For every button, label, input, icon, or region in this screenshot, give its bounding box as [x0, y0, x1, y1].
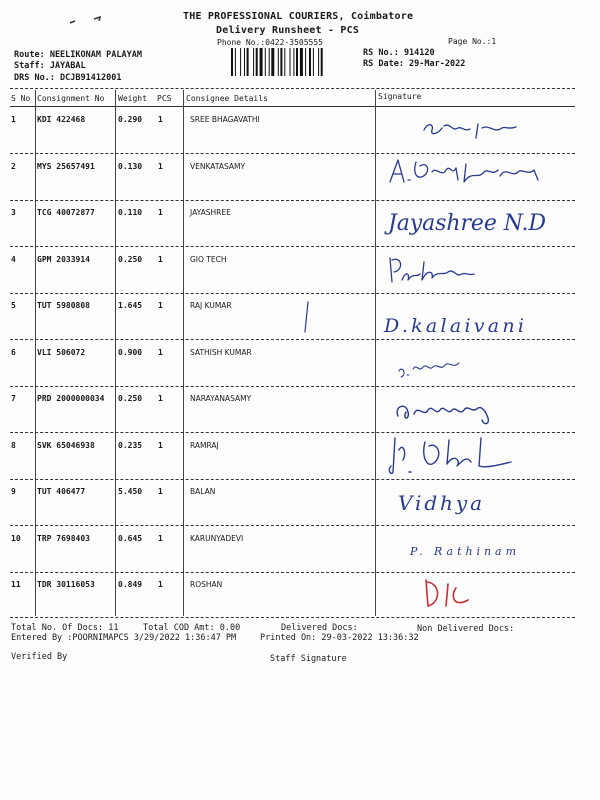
row-serial-number: 7 [11, 394, 16, 403]
row-serial-number: 1 [11, 115, 16, 124]
row-separator [10, 525, 575, 526]
barcode-bar [309, 48, 311, 76]
barcode-bar [235, 48, 236, 76]
printed-on: Printed On: 29-03-2022 13:36:32 [260, 633, 419, 643]
row-separator [10, 293, 575, 294]
row-consignee-name: SATHISH KUMAR [190, 347, 252, 357]
row-weight: 5.450 [118, 487, 143, 496]
barcode-bar [278, 48, 279, 76]
row-pieces: 1 [158, 301, 163, 310]
row-consignment-number: TCG 40072877 [37, 208, 95, 217]
barcode-bar [313, 48, 314, 76]
barcode-bar [253, 48, 254, 76]
column-header-weight: Weight [118, 94, 147, 103]
scan-mark [68, 14, 108, 28]
barcode-bar [269, 48, 270, 76]
row-weight: 0.250 [118, 394, 143, 403]
signature-row-9 [396, 484, 486, 518]
row-serial-number: 2 [11, 161, 16, 171]
row-serial-number: 4 [11, 254, 16, 264]
column-divider [115, 90, 116, 616]
row-pieces: 1 [158, 580, 163, 589]
stray-pen-mark [302, 300, 312, 334]
barcode-bar [247, 48, 249, 76]
row-pieces: 1 [158, 208, 163, 217]
row-separator [10, 572, 575, 573]
column-header-consignee: Consignee Details [186, 94, 268, 103]
barcode-bar [260, 48, 263, 76]
staff-signature-label: Staff Signature [270, 654, 347, 664]
sheet-title: Delivery Runsheet - PCS [216, 25, 360, 36]
row-consignee-name: SREE BHAGAVATHI [190, 115, 260, 124]
row-weight: 0.645 [118, 533, 143, 543]
barcode-bar [290, 48, 291, 76]
barcode-bar [231, 48, 233, 76]
page-number: Page No.:1 [448, 37, 497, 46]
column-divider [375, 90, 376, 616]
barcode-bar [271, 48, 274, 76]
row-serial-number: 6 [11, 347, 16, 357]
column-header-consignment: Consignment No [37, 94, 105, 103]
row-separator [10, 246, 575, 247]
row-pieces: 1 [158, 115, 163, 124]
column-header-pcs: PCS [157, 94, 172, 103]
phone-number: Phone No.:0422-3505555 [217, 38, 323, 47]
svg-text:Vidhya: Vidhya [398, 491, 482, 515]
barcode-bar [256, 48, 258, 76]
row-weight: 0.900 [118, 347, 143, 357]
row-consignee-name: VENKATASAMY [190, 161, 246, 171]
row-weight: 0.235 [118, 440, 143, 450]
row-weight: 0.849 [118, 580, 143, 589]
row-pieces: 1 [158, 533, 163, 543]
row-consignee-name: KARUNYADEVI [190, 533, 244, 543]
row-pieces: 1 [158, 161, 163, 171]
route-label: Route: NEELIKONAM PALAYAM [14, 50, 142, 60]
column-divider [35, 90, 36, 616]
row-serial-number: 5 [11, 301, 16, 310]
row-consignment-number: TRP 7698403 [37, 533, 90, 543]
row-consignment-number: GPM 2033914 [37, 254, 90, 264]
row-weight: 0.110 [118, 208, 143, 217]
drs-number: DRS No.: DCJB91412001 [14, 73, 122, 83]
row-serial-number: 11 [11, 580, 21, 589]
row-consignment-number: PRD 2000000034 [37, 394, 105, 403]
row-consignee-name: ROSHAN [190, 580, 223, 589]
verified-by-label: Verified By [11, 652, 68, 662]
row-consignment-number: KDI 422468 [37, 115, 86, 124]
row-consignee-name: BALAN [190, 487, 216, 496]
barcode-bar [293, 48, 294, 76]
entered-by: Entered By :POORNIMAPCS 3/29/2022 1:36:47 PM [11, 633, 237, 643]
barcode-bar [244, 48, 245, 76]
svg-text:D.kalaivani: D.kalaivani [384, 315, 524, 337]
signature-row-10 [408, 538, 520, 562]
barcode-bar [280, 48, 282, 76]
signature-row-8 [385, 432, 525, 480]
row-consignee-name: RAMRAJ [190, 440, 219, 450]
rs-number: RS No.: 914120 [363, 48, 435, 58]
delivered-docs: Delivered Docs: [281, 623, 358, 633]
barcode-bar [284, 48, 285, 76]
row-consignee-name: RAJ KUMAR [190, 301, 232, 310]
column-header-signature: Signature [378, 92, 422, 101]
row-consignee-name: JAYASHREE [190, 208, 231, 217]
signature-row-11 [418, 576, 478, 610]
row-consignment-number: VLI 506072 [37, 347, 86, 357]
barcode-bar [296, 48, 298, 76]
svg-text:P. Rathinam: P. Rathinam [410, 545, 516, 558]
barcode-bar [318, 48, 319, 76]
row-consignment-number: TUT 406477 [37, 487, 86, 496]
signature-row-6 [395, 355, 465, 381]
row-serial-number: 8 [11, 440, 16, 450]
table-top-rule [10, 88, 575, 89]
barcode-bar [305, 48, 306, 76]
row-consignment-number: TUT 5980808 [37, 301, 90, 310]
row-serial-number: 9 [11, 487, 16, 496]
row-consignee-name: GIO TECH [190, 254, 227, 264]
column-header-sno: S No [11, 94, 31, 103]
row-pieces: 1 [158, 254, 163, 264]
footer-rule [10, 617, 575, 618]
barcode-bar [300, 48, 303, 76]
signature-row-4 [384, 252, 484, 286]
non-delivered-docs: Non Delivered Docs: [417, 624, 515, 634]
signature-row-1 [420, 118, 530, 144]
row-pieces: 1 [158, 394, 163, 403]
barcode-bar [321, 48, 323, 76]
svg-text:Jayashree N.D: Jayashree N.D [388, 211, 546, 236]
signature-row-2 [382, 152, 552, 192]
row-weight: 0.130 [118, 161, 143, 171]
row-serial-number: 10 [11, 533, 21, 543]
total-docs: Total No. Of Docs: 11 [11, 623, 119, 633]
column-divider [183, 90, 184, 616]
row-pieces: 1 [158, 347, 163, 357]
rs-date: RS Date: 29-Mar-2022 [363, 59, 466, 69]
barcode-image [230, 48, 350, 76]
row-weight: 0.250 [118, 254, 143, 264]
barcode-bar [240, 48, 241, 76]
row-weight: 0.290 [118, 115, 143, 124]
row-weight: 1.645 [118, 301, 143, 310]
signature-row-7 [392, 392, 502, 428]
company-title: THE PROFESSIONAL COURIERS, Coimbatore [183, 11, 414, 22]
staff-label: Staff: JAYABAL [14, 61, 86, 71]
row-separator [10, 386, 575, 387]
header-rule [10, 106, 575, 107]
row-consignee-name: NARAYANASAMY [190, 394, 252, 403]
row-pieces: 1 [158, 487, 163, 496]
row-serial-number: 3 [11, 208, 16, 217]
signature-row-3 [384, 200, 554, 244]
row-consignment-number: SVK 65046938 [37, 440, 95, 450]
row-pieces: 1 [158, 440, 163, 450]
row-consignment-number: MYS 25657491 [37, 161, 95, 171]
signature-row-5 [382, 302, 532, 342]
barcode-bar [265, 48, 266, 76]
row-consignment-number: TDR 30116053 [37, 580, 95, 589]
total-cod-amount: Total COD Amt: 0.00 [143, 623, 241, 633]
